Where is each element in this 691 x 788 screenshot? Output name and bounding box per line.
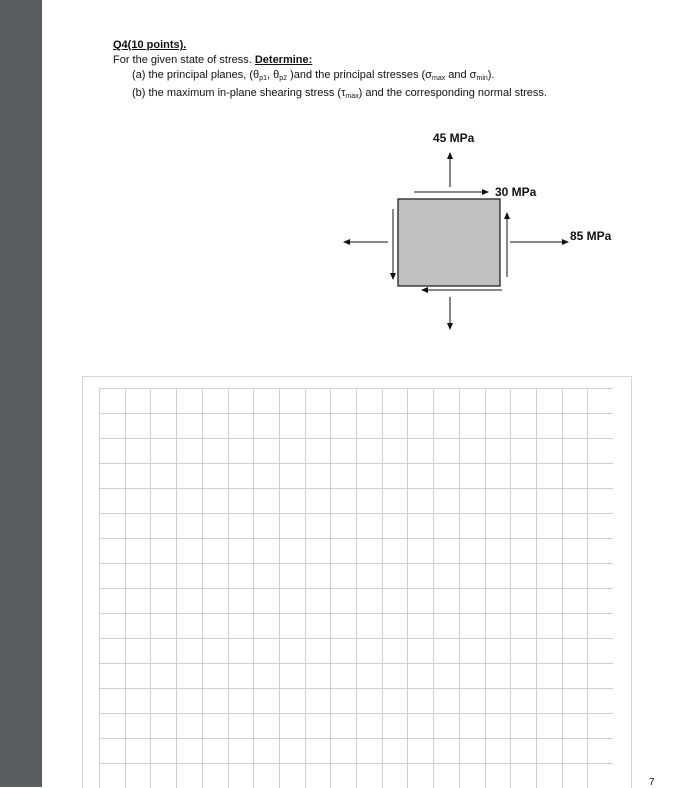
part-a-pre: (a) the principal planes, (θ	[132, 69, 260, 81]
part-a-text	[132, 69, 495, 85]
part-a-mid3: and σ	[445, 69, 477, 81]
part-b-pre: (b) the maximum in-plane shearing stress (τ	[132, 87, 346, 99]
part-a-sub-p1: p1	[259, 75, 267, 82]
part-b-sub-max: max	[345, 93, 359, 100]
question-intro	[113, 54, 312, 67]
stress-element-square	[398, 199, 500, 286]
part-a-sub-max: max	[431, 75, 446, 82]
normal-x-label: 85 MPa	[570, 229, 612, 243]
normal-y-label: 45 MPa	[433, 131, 475, 145]
part-a-mid1: , θ	[266, 69, 280, 81]
intro-determine: Determine:	[254, 54, 313, 66]
part-a-sub-min: min	[476, 75, 488, 82]
page-number: 7	[649, 777, 655, 788]
stress-element-diagram	[330, 125, 630, 335]
answer-grid-box	[82, 376, 632, 788]
shear-label: 30 MPa	[495, 185, 537, 199]
question-title: Q4(10 points).	[113, 39, 187, 51]
part-b-text	[132, 87, 547, 103]
part-b-post: ) and the corresponding normal stress.	[358, 87, 547, 99]
part-a-mid2: )and the principal stresses (σ	[287, 69, 432, 81]
part-a-sub-p2: p2	[279, 75, 288, 82]
intro-text: For the given state of stress.	[113, 54, 255, 66]
viewer-sidebar	[0, 0, 42, 787]
answer-grid	[99, 388, 613, 788]
part-a-post: ).	[487, 69, 495, 81]
